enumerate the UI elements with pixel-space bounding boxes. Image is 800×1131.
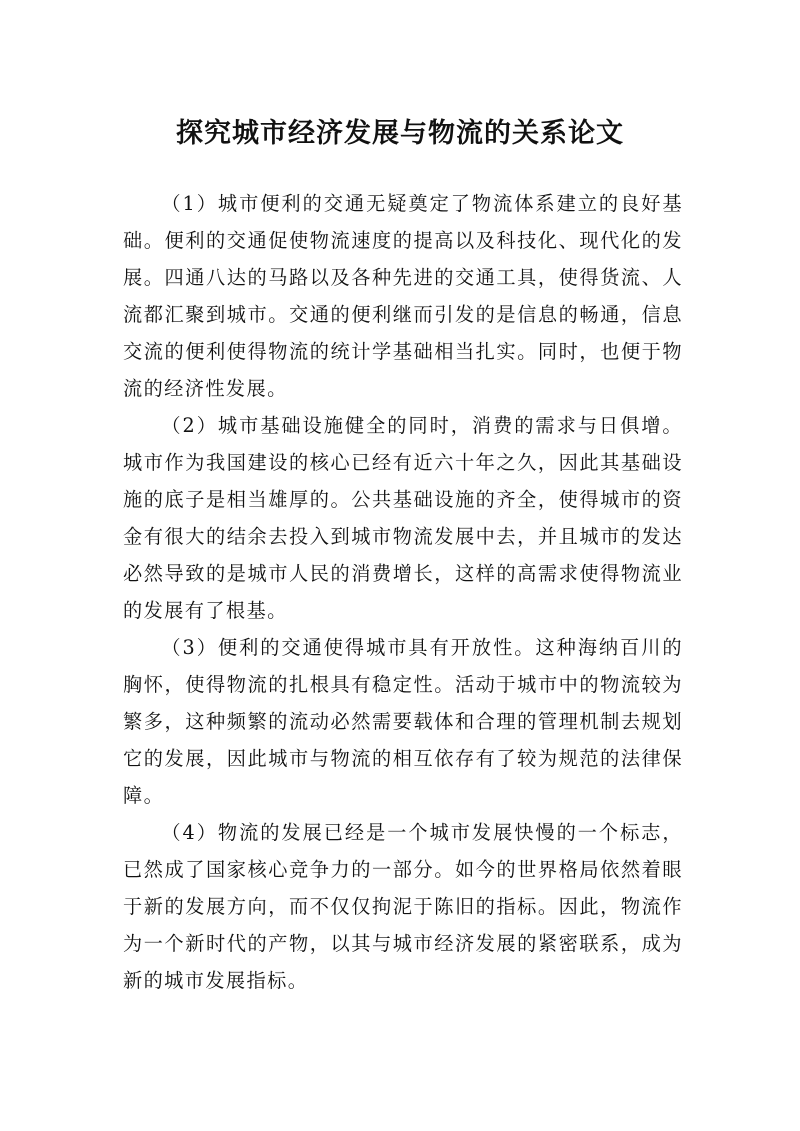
paragraph-2: （2）城市基础设施健全的同时，消费的需求与日俱增。城市作为我国建设的核心已经有近六十年之久，因此其基础设施的底子是相当雄厚的。公共基础设施的齐全，使得城市的资金有很大的结余去投入到城市物流发展中去，并且城市的发达必然导致的是城市人民的消费增长，这样的高需求使得物流业的发展有了根基。 — [123, 414, 683, 622]
paragraph-1: （1）城市便利的交通无疑奠定了物流体系建立的良好基础。便利的交通促使物流速度的提高以及科技化、现代化的发展。四通八达的马路以及各种先进的交通工具，使得货流、人流都汇聚到城市。交通的便利继而引发的是信息的畅通，信息交流的便利使得物流的统计学基础相当扎实。同时，也便于物流的经济性发展。 — [123, 192, 683, 400]
document-body — [123, 185, 683, 999]
paragraph-4: （4）物流的发展已经是一个城市发展快慢的一个标志，已然成了国家核心竞争力的一部分。如今的世界格局依然着眼于新的发展方向，而不仅仅拘泥于陈旧的指标。因此，物流作为一个新时代的产物，以其与城市经济发展的紧密联系，成为新的城市发展指标。 — [123, 821, 683, 992]
paragraph-3: （3）便利的交通使得城市具有开放性。这种海纳百川的胸怀，使得物流的扎根具有稳定性。活动于城市中的物流较为繁多，这种频繁的流动必然需要载体和合理的管理机制去规划它的发展，因此城市与物流的相互依存有了较为规范的法律保障。 — [123, 636, 683, 807]
document-title: 探究城市经济发展与物流的关系论文 — [176, 118, 624, 150]
